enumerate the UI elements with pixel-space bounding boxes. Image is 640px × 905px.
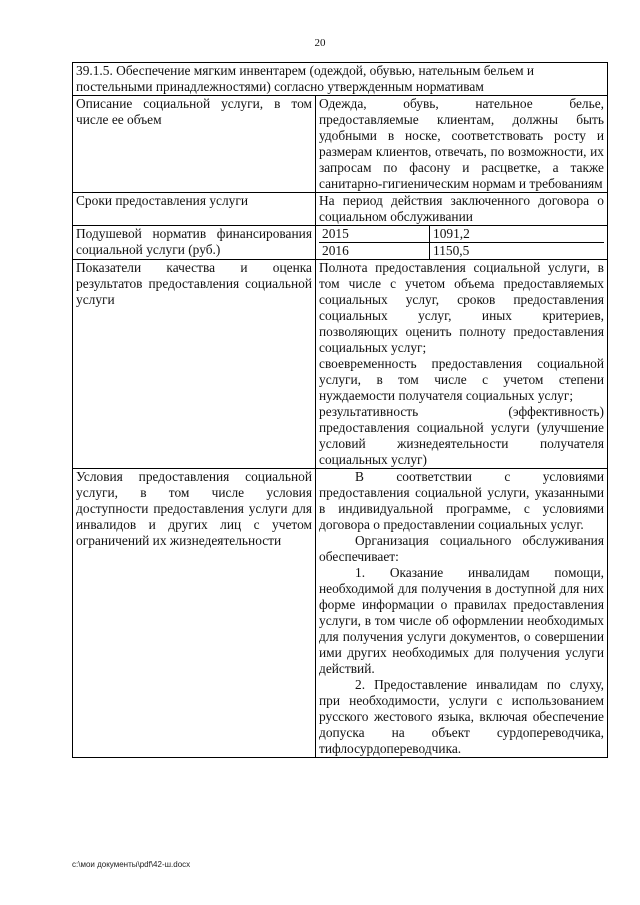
financing-values <box>316 226 608 260</box>
conditions-paragraph: В соответствии с условиями предоставления социальной услуги, указанными в индивидуальной программе, с условиями договора о предоставлении социальных услуг. <box>319 469 604 532</box>
terms-value: На период действия заключенного договора о социальном обслуживании <box>316 193 608 226</box>
financing-entry <box>319 243 604 260</box>
quality-value <box>316 260 608 469</box>
financing-table <box>319 226 604 259</box>
financing-year: 2015 <box>319 226 430 243</box>
terms-label: Сроки предоставления услуги <box>73 193 316 226</box>
terms-row <box>73 193 608 226</box>
quality-paragraph: Полнота предоставления социальной услуги, в том числе с учетом объема предоставляемых социальных услуг, сроков предоставления социальных услуг, иных критериев, позволяющих оценить полноту предоставления социальных услуг; <box>319 260 604 355</box>
financing-entry <box>319 226 604 243</box>
conditions-label: Условия предоставления социальной услуги, в том числе условия доступности предоставления услуги для инвалидов и других лиц с учетом ограничений их жизнедеятельности <box>73 469 316 758</box>
quality-paragraph: результативность (эффективность) предоставления социальной услуги (улучшение условий жизнедеятельности получателя социальных услуг) <box>319 404 604 467</box>
page-number: 20 <box>314 37 326 49</box>
quality-label: Показатели качества и оценка результатов предоставления социальной услуги <box>73 260 316 469</box>
description-label: Описание социальной услуги, в том числе ее объем <box>73 96 316 193</box>
conditions-paragraph: 1. Оказание инвалидам помощи, необходимой для получения в доступной для них форме информации о правилах предоставления услуги, в том числе об оформлении необходимых для получения услуги документов, о совершении ими других необходимых для получения услуги действий. <box>319 565 604 676</box>
service-table <box>72 62 608 758</box>
conditions-paragraph: 2. Предоставление инвалидам по слуху, при необходимости, услуги с использованием русского жестового языка, включая обеспечение допуска на объект сурдопереводчика, тифлосурдопереводчика. <box>319 677 604 756</box>
quality-row <box>73 260 608 469</box>
section-heading-row <box>73 63 608 96</box>
conditions-row <box>73 469 608 758</box>
financing-row <box>73 226 608 260</box>
description-row <box>73 96 608 193</box>
footer-file-path: c:\мои документы\pdf\42-ш.docx <box>72 860 191 869</box>
financing-year: 2016 <box>319 243 430 260</box>
section-heading: 39.1.5. Обеспечение мягким инвентарем (одеждой, обувью, нательным бельем и постельными принадлежностями) согласно утвержденным нормативам <box>73 63 608 96</box>
conditions-paragraph: Организация социального обслуживания обеспечивает: <box>319 533 604 564</box>
financing-label: Подушевой норматив финансирования социальной услуги (руб.) <box>73 226 316 260</box>
quality-paragraph: своевременность предоставления социальной услуги, в том числе с учетом степени нуждаемости получателя социальных услуг; <box>319 356 604 403</box>
financing-amount: 1150,5 <box>433 243 470 258</box>
financing-amount: 1091,2 <box>430 226 605 243</box>
description-value: Одежда, обувь, нательное белье, предоставляемые клиентам, должны быть удобными в носке, соответствовать росту и размерам клиентов, отвечать, по возможности, их запросам по фасону и расцветке, а также санитарно-гигиеническим нормам и требованиям <box>316 96 608 193</box>
conditions-value <box>316 469 608 758</box>
